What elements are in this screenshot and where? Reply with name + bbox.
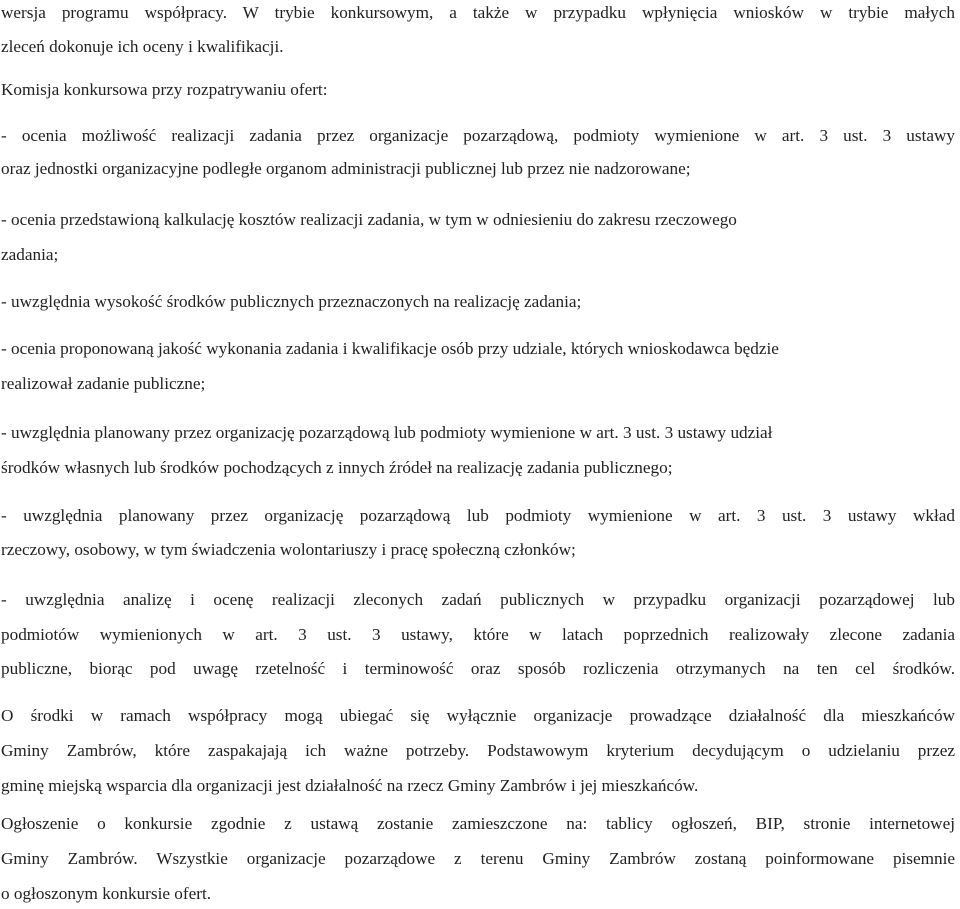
text-line: podmiotów wymienionych w art. 3 ust. 3 ustawy, które w latach poprzednich realizowały zlecone zadania — [1, 625, 955, 644]
text-line: Komisja konkursowa przy rozpatrywaniu ofert: — [1, 80, 328, 99]
text-line: - ocenia możliwość realizacji zadania przez organizacje pozarządową, podmioty wymienione w art. 3 ust. 3 ustawy — [1, 126, 955, 145]
text-line: - ocenia proponowaną jakość wykonania zadania i kwalifikacje osób przy udziale, których wnioskodawca będzie — [1, 339, 779, 358]
text-line: publiczne, biorąc pod uwagę rzetelność i terminowość oraz sposób rozliczenia otrzymanych na ten cel środków. — [1, 659, 955, 678]
text-line: - uwzględnia analizę i ocenę realizacji zleconych zadań publicznych w przypadku organizacji pozarządowej lub — [1, 590, 955, 609]
text-line: Gminy Zambrów. Wszystkie organizacje pozarządowe z terenu Gminy Zambrów zostaną poinformowane pisemnie — [1, 849, 955, 868]
text-line: O środki w ramach współpracy mogą ubiegać się wyłącznie organizacje prowadzące działalność dla mieszkańców — [1, 706, 955, 725]
text-line: gminę miejską wsparcia dla organizacji jest działalność na rzecz Gminy Zambrów i jej mieszkańców. — [1, 776, 699, 795]
text-line: Ogłoszenie o konkursie zgodnie z ustawą zostanie zamieszczone na: tablicy ogłoszeń, BIP, stronie internetowej — [1, 814, 955, 833]
text-line: o ogłoszonym konkursie ofert. — [1, 884, 212, 903]
text-line: - uwzględnia planowany przez organizację pozarządową lub podmioty wymienione w art. 3 ust. 3 ustawy wkład — [1, 506, 955, 525]
text-line: zleceń dokonuje ich oceny i kwalifikacji. — [1, 37, 284, 56]
text-line: - uwzględnia wysokość środków publicznych przeznaczonych na realizację zadania; — [1, 292, 582, 311]
text-line: zadania; — [1, 245, 59, 264]
text-line: wersja programu współpracy. W trybie konkursowym, a także w przypadku wpłynięcia wniosków w trybie małych — [1, 3, 955, 22]
text-line: oraz jednostki organizacyjne podległe organom administracji publicznej lub przez nie nadzorowane; — [1, 159, 691, 178]
text-line: rzeczowy, osobowy, w tym świadczenia wolontariuszy i pracę społeczną członków; — [1, 540, 576, 559]
text-line: - uwzględnia planowany przez organizację pozarządową lub podmioty wymienione w art. 3 ust. 3 ustawy udział — [1, 423, 773, 442]
text-line: środków własnych lub środków pochodzących z innych źródeł na realizację zadania publicznego; — [1, 458, 673, 477]
text-line: realizował zadanie publiczne; — [1, 374, 206, 393]
text-line: - ocenia przedstawioną kalkulację kosztów realizacji zadania, w tym w odniesieniu do zakresu rzeczowego — [1, 210, 737, 229]
text-line: Gminy Zambrów, które zaspakajają ich ważne potrzeby. Podstawowym kryterium decydującym o udzielaniu przez — [1, 741, 955, 760]
